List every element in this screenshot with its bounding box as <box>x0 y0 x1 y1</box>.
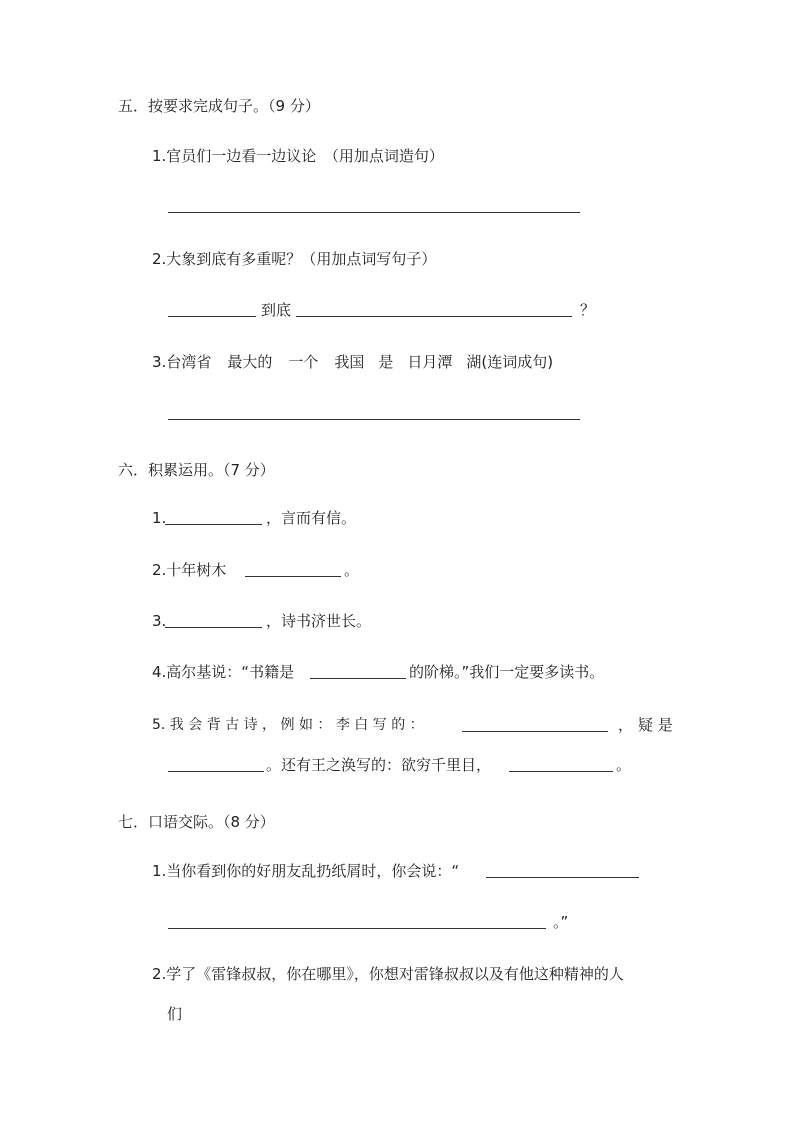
section-5-q2-middle: 到底 <box>261 301 292 319</box>
section-6-q1-number: 1. <box>152 509 167 527</box>
section-6-q5-comma: ， <box>618 716 634 734</box>
section-6-q5-end: 疑 是 <box>638 716 673 734</box>
answer-line-6-3[interactable] <box>165 627 262 628</box>
section-5-q2-end: ？ <box>580 301 596 319</box>
answer-line-6-5a[interactable] <box>462 731 608 732</box>
answer-line-5-1[interactable] <box>168 212 580 213</box>
section-7-question-1: 1.当你看到你的好朋友乱扔纸屑时，你会说：“ <box>152 862 460 880</box>
q3-word: 是 <box>378 353 394 371</box>
section-6-q1-end: ，言而有信。 <box>266 509 357 527</box>
section-5-question-3 <box>152 352 553 372</box>
q3-word: 日月潭 <box>407 353 453 371</box>
section-6-q4-end: 的阶梯。”我们一定要多读书。 <box>409 663 605 681</box>
answer-line-5-2b[interactable] <box>296 316 572 317</box>
q3-number: 3. <box>152 353 167 371</box>
section-5-heading: 五．按要求完成句子。（9 分） <box>118 97 320 115</box>
section-6-q5-line2: 。还有王之涣写的：欲穷千里目， <box>266 756 492 774</box>
q3-word: 我国 <box>334 353 365 371</box>
section-6-heading: 六．积累运用。（7 分） <box>118 461 275 479</box>
answer-line-6-2[interactable] <box>245 576 341 577</box>
answer-line-6-5b[interactable] <box>168 771 264 772</box>
q3-word: 台湾省 <box>166 353 212 371</box>
section-6-q3-number: 3. <box>152 612 167 630</box>
section-7-q1-end: 。” <box>553 913 569 931</box>
answer-line-7-1b[interactable] <box>168 928 546 929</box>
answer-line-5-2a[interactable] <box>168 316 256 317</box>
section-5-question-2: 2.大象到底有多重呢？（用加点词写句子） <box>152 250 437 268</box>
answer-line-6-4[interactable] <box>310 678 406 679</box>
q3-word: 湖 <box>466 353 482 371</box>
q3-word: 最大的 <box>227 353 273 371</box>
section-5-question-1: 1.官员们一边看一边议论 （用加点词造句） <box>152 147 444 165</box>
section-6-q4-start: 4.高尔基说：“书籍是 <box>152 663 295 681</box>
section-6-q5-start: 5. 我 会 背 古 诗 ， 例 如 ： 李 白 写 的 ： <box>152 717 424 733</box>
section-6-q3-end: ，诗书济世长。 <box>266 612 372 630</box>
answer-line-7-1a[interactable] <box>486 877 639 878</box>
section-6-q2-end: 。 <box>344 561 360 579</box>
answer-line-6-1[interactable] <box>165 524 262 525</box>
section-7-heading: 七．口语交际。（8 分） <box>118 813 275 831</box>
section-6-question-2: 2.十年树木 <box>152 561 227 579</box>
q3-note: (连词成句) <box>481 353 554 371</box>
answer-line-6-5c[interactable] <box>509 771 613 772</box>
section-7-question-2: 2.学了《雷锋叔叔，你在哪里》，你想对雷锋叔叔以及有他这种精神的人 <box>152 965 624 983</box>
section-6-q5-line2-end: 。 <box>616 756 632 774</box>
section-7-question-2-continued: 们 <box>167 1005 183 1023</box>
answer-line-5-3[interactable] <box>168 419 580 420</box>
q3-word: 一个 <box>288 353 319 371</box>
